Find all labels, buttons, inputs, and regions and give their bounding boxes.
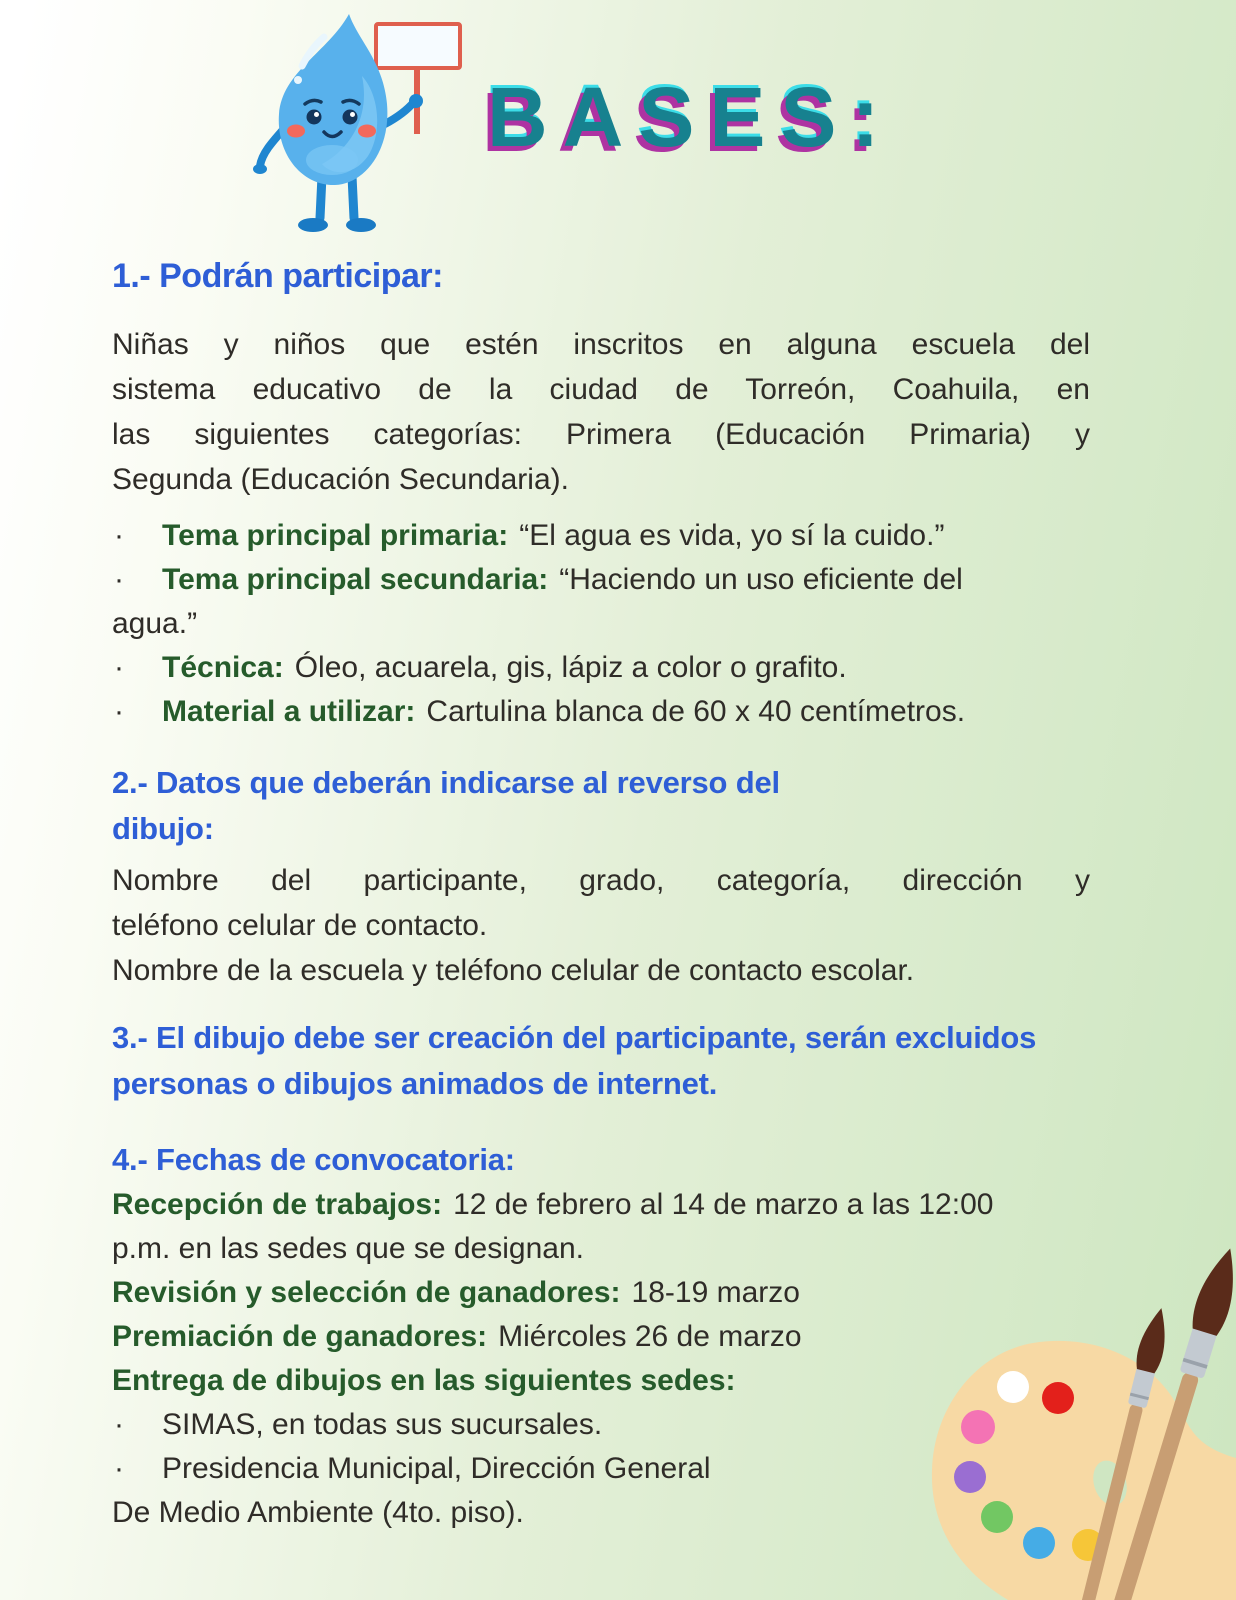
bullet-label: Material a utilizar: xyxy=(162,695,416,728)
date-label: Premiación de ganadores: xyxy=(112,1320,488,1353)
date-label: Entrega de dibujos en las siguientes sedes: xyxy=(112,1364,736,1397)
bullet-dot: · xyxy=(114,563,124,596)
paragraph-line: Nombre del participante, grado, categoría, dirección y xyxy=(112,864,1090,897)
bullet-dot: · xyxy=(114,1408,124,1441)
page-title: BASES: xyxy=(487,70,895,164)
heading-line: 3.- El dibujo debe ser creación del participante, serán excluidos xyxy=(112,1020,1037,1055)
date-label: Revisión y selección de ganadores: xyxy=(112,1276,621,1309)
rules-content xyxy=(112,256,1146,1535)
paragraph-line: Segunda (Educación Secundaria). xyxy=(112,463,569,496)
date-item xyxy=(112,1315,1146,1359)
date-value: Miércoles 26 de marzo xyxy=(498,1320,802,1353)
date-value: 18-19 marzo xyxy=(631,1276,800,1309)
bullet-dot: · xyxy=(114,519,124,552)
bullet-dot: · xyxy=(114,695,124,728)
paragraph-line: Nombre de la escuela y teléfono celular de contacto escolar. xyxy=(112,954,915,987)
paragraph-line: sistema educativo de la ciudad de Torreón, Coahuila, en xyxy=(112,373,1090,406)
bullet-dot: · xyxy=(114,651,124,684)
date-item-continuation: p.m. en las sedes que se designan. xyxy=(112,1232,584,1265)
bullet-text: “El agua es vida, yo sí la cuido.” xyxy=(519,519,945,552)
date-item xyxy=(112,1183,1146,1227)
bullet-label: Tema principal primaria: xyxy=(162,519,509,552)
date-value: 12 de febrero al 14 de marzo a las 12:00 xyxy=(453,1188,994,1221)
date-item xyxy=(112,1359,1146,1403)
bullet-text: Óleo, acuarela, gis, lápiz a color o grafito. xyxy=(294,651,847,684)
section-4-heading: 4.- Fechas de convocatoria: xyxy=(112,1142,515,1177)
venue-item xyxy=(112,1403,1146,1447)
paragraph-line: las siguientes categorías: Primera (Educación Primaria) y xyxy=(112,418,1090,451)
section-1-heading: 1.- Podrán participar: xyxy=(112,257,443,295)
bullet-item xyxy=(112,558,1146,602)
water-drop-mascot-icon xyxy=(250,4,480,239)
section-1-paragraph xyxy=(112,322,1146,502)
bullet-item xyxy=(112,690,1146,734)
heading-line: dibujo: xyxy=(112,811,214,846)
venue-item xyxy=(112,1447,1146,1491)
section-1-bullets xyxy=(112,514,1146,734)
bullet-text: “Haciendo un uso eficiente del xyxy=(559,563,963,596)
bullet-label: Técnica: xyxy=(162,651,284,684)
bullet-text: Cartulina blanca de 60 x 40 centímetros. xyxy=(426,695,966,728)
paragraph-line: teléfono celular de contacto. xyxy=(112,909,488,942)
venue-text: SIMAS, en todas sus sucursales. xyxy=(162,1408,603,1441)
heading-line: 2.- Datos que deberán indicarse al reverso del xyxy=(112,765,780,800)
bullet-item xyxy=(112,646,1146,690)
date-label: Recepción de trabajos: xyxy=(112,1188,443,1221)
sign-board xyxy=(376,24,460,68)
section-4-dates xyxy=(112,1183,1146,1535)
section-2-heading xyxy=(112,760,1146,852)
bullet-dot: · xyxy=(114,1452,124,1485)
section-2-paragraph xyxy=(112,858,1146,993)
venue-text: Presidencia Municipal, Dirección General xyxy=(162,1452,711,1485)
section-3-heading xyxy=(112,1015,1146,1107)
bullet-label: Tema principal secundaria: xyxy=(162,563,549,596)
paragraph-line: Niñas y niños que estén inscritos en alguna escuela del xyxy=(112,328,1090,361)
bullet-item xyxy=(112,514,1146,558)
date-item xyxy=(112,1271,1146,1315)
heading-line: personas o dibujos animados de internet. xyxy=(112,1066,718,1101)
venue-item-continuation: De Medio Ambiente (4to. piso). xyxy=(112,1496,524,1529)
bullet-continuation: agua.” xyxy=(112,607,198,640)
